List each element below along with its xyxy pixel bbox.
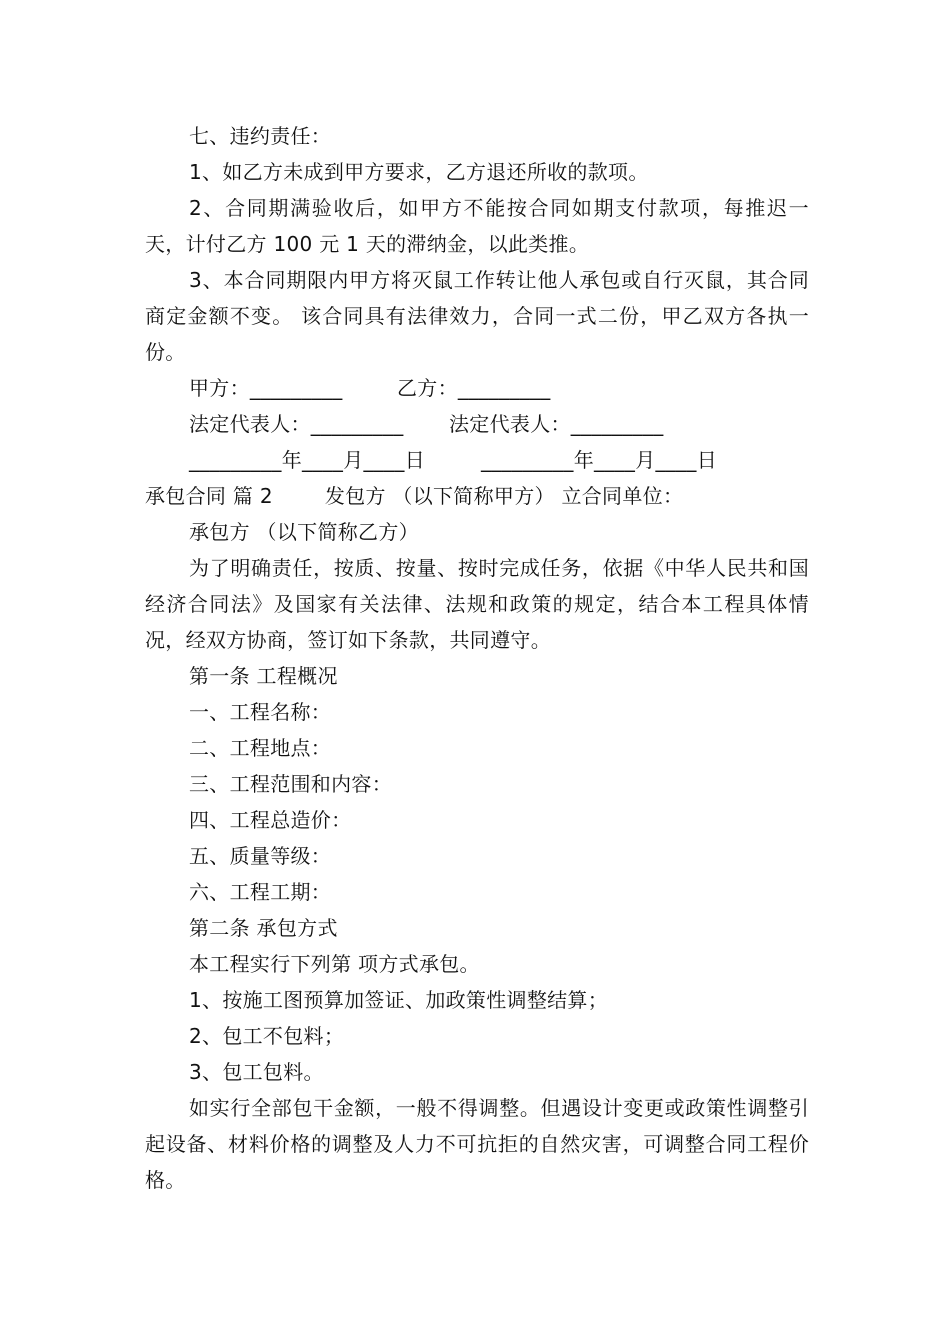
article-1-item-duration: 六、工程工期：: [189, 880, 332, 904]
contract-2-intro: 为了明确责任，按质、按量、按时完成任务，依据《中华人民共和国经济合同法》及国家有关法律、法规和政策的规定，结合本工程具体情况，经双方协商，签订如下条款，共同遵守。: [145, 556, 809, 652]
article-1-item-total-cost: 四、工程总造价：: [189, 808, 352, 832]
article-2-option-3: 3、包工包料。: [189, 1060, 324, 1084]
party-a-signature: 甲方：_________: [189, 376, 343, 400]
article-1-title: 第一条 工程概况: [189, 664, 338, 688]
breach-clause-1: 1、如乙方未成到甲方要求，乙方退还所收的款项。: [189, 160, 649, 184]
article-1-item-quality-grade: 五、质量等级：: [189, 844, 332, 868]
breach-clause-2: 2、合同期满验收后，如甲方不能按合同如期支付款项，每推迟一天，计付乙方 100 元 1 天的滞纳金，以此类推。: [145, 196, 809, 256]
article-2-option-2: 2、包工不包料；: [189, 1024, 345, 1048]
article-2-lead: 本工程实行下列第 项方式承包。: [189, 952, 480, 976]
document-body: [145, 118, 809, 1198]
contract-2-issuer: 发包方 （以下简称甲方） 立合同单位：: [324, 484, 684, 508]
party-a-representative: 法定代表人：_________: [189, 412, 404, 436]
contract-2-heading: 承包合同 篇 2: [145, 484, 273, 508]
signature-parties-row: [145, 370, 809, 406]
contract-2-contractor: 承包方 （以下简称乙方）: [189, 520, 419, 544]
article-2-note: 如实行全部包干金额，一般不得调整。但遇设计变更或政策性调整引起设备、材料价格的调整及人力不可抗拒的自然灾害，可调整合同工程价格。: [145, 1096, 809, 1192]
article-1-item-location: 二、工程地点：: [189, 736, 332, 760]
party-b-date: _________年____月____日: [481, 448, 717, 472]
article-2-title: 第二条 承包方式: [189, 916, 338, 940]
signature-dates-row: [145, 442, 809, 478]
section-title-breach-liability: 七、违约责任：: [189, 124, 332, 148]
article-1-item-scope: 三、工程范围和内容：: [189, 772, 392, 796]
party-b-signature: 乙方：_________: [397, 376, 551, 400]
signature-representatives-row: [145, 406, 809, 442]
breach-clause-3: 3、本合同期限内甲方将灭鼠工作转让他人承包或自行灭鼠，其合同商定金额不变。 该合同具有法律效力，合同一式二份，甲乙双方各执一份。: [145, 268, 809, 364]
contract-2-heading-row: [145, 478, 809, 514]
article-2-option-1: 1、按施工图预算加签证、加政策性调整结算；: [189, 988, 609, 1012]
party-a-date: _________年____月____日: [189, 448, 425, 472]
article-1-item-name: 一、工程名称：: [189, 700, 332, 724]
party-b-representative: 法定代表人：_________: [449, 412, 664, 436]
